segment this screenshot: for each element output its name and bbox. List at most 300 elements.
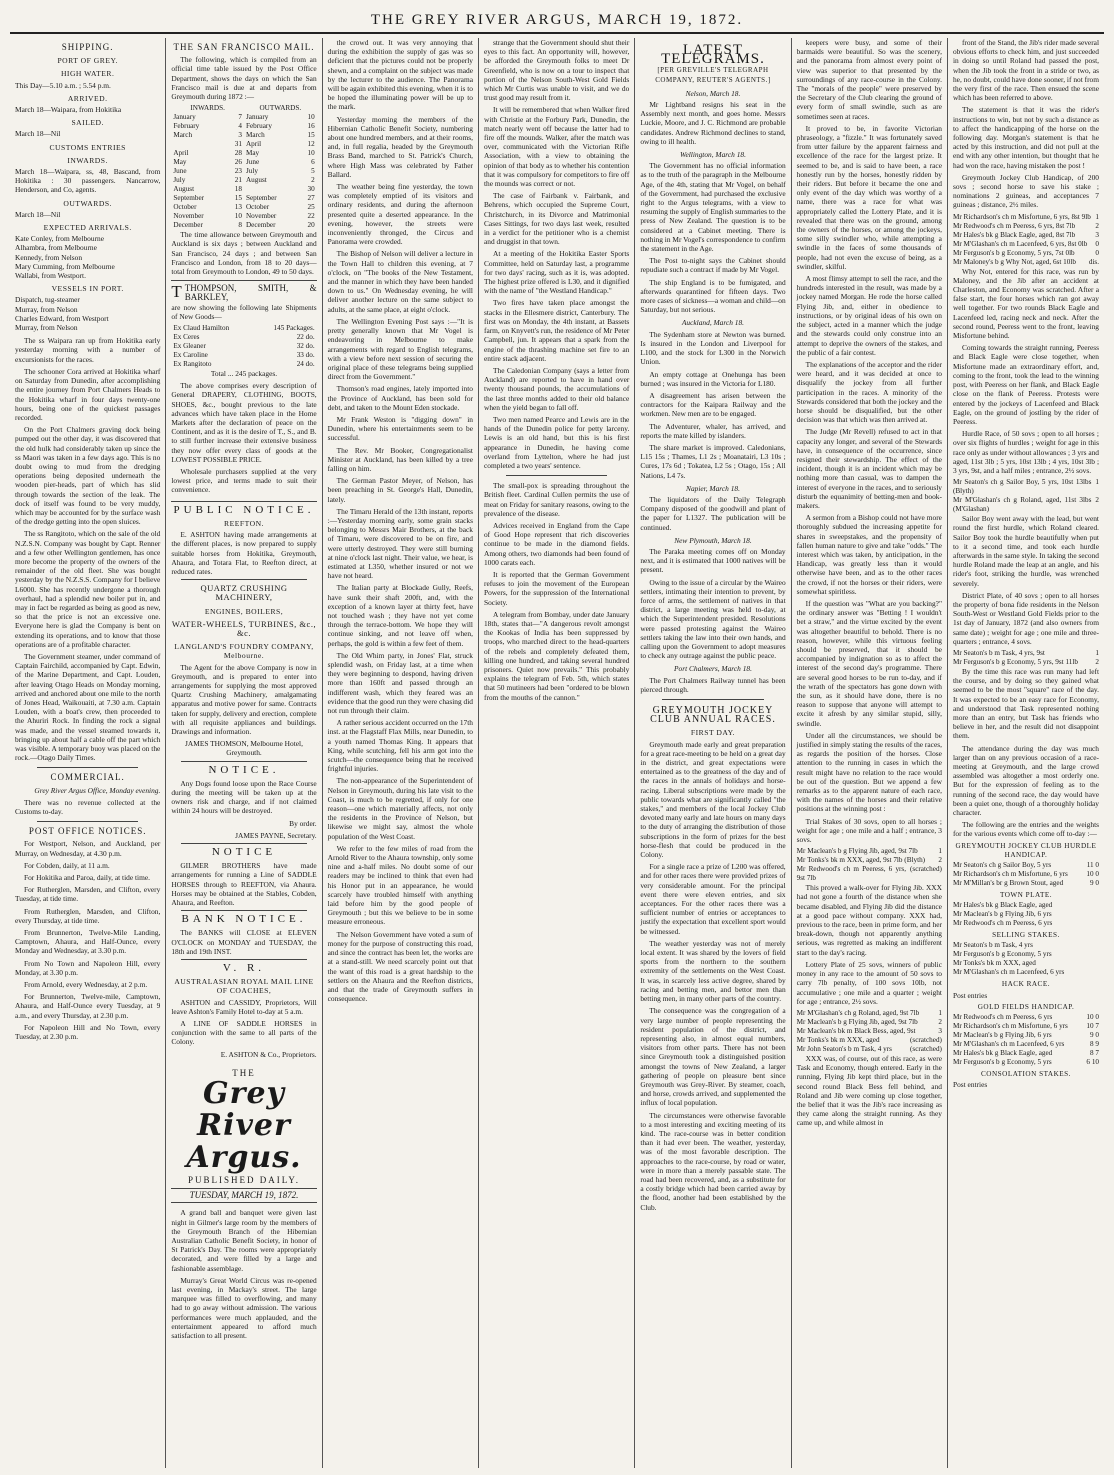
mail-row-cell: 18 bbox=[234, 185, 242, 194]
mail-row-cell: 13 bbox=[234, 203, 242, 212]
mail-row-cell: 15 bbox=[234, 194, 242, 203]
race-entry bbox=[953, 941, 1099, 950]
entry-result: 1 bbox=[1095, 648, 1099, 657]
public-notice-heading: PUBLIC NOTICE. bbox=[173, 503, 315, 516]
telegram-text: Owing to the issue of a circular by the Waireo settlers, intimating their intention to prevent, by force of arms, the settlement of natives in that district, a large meeting was held to-day, at which the Superintendent presided. Resolutions were passed protesting against the Waireo settlers taking the law into their own hands, and calling upon the Government to adopt measures to check any outrage against the public peace. bbox=[640, 577, 786, 661]
hack-heading: HACK RACE. bbox=[1001, 980, 1051, 989]
entry-horse: Mr Tonks's bk m XXX, aged, 9st 7lb (Blyth) bbox=[796, 856, 926, 865]
news-paragraph: strange that the Government should shut their eyes to this fact. An opportunity will, however, be afforded the Greymouth folks to meet Dr Greenfield, who is now on a tour to inspect that portion of the Nelson South-West Gold Fields which Mr Curtis was unable to visit, and we do trust good may result from it. bbox=[483, 38, 630, 103]
entry-horse: Mr M'Millan's br g Brown Stout, aged bbox=[952, 879, 1064, 888]
race-paragraph: The explanations of the acceptor and the rider were heard, and it was decided at once to disqualify the jockey from all further participation in the races. A minority of the Stewards considered that both the jockey and the horse should be disqualified, but the other decision was that which was then arrived at. bbox=[796, 359, 942, 425]
entry-result: 2 bbox=[938, 856, 942, 865]
divider bbox=[181, 761, 306, 762]
news-paragraph: A rather serious accident occurred on the 17th inst. at the Flagstaff Flax Mills, near Dunedin, to a youth named Thomas King. It appears that King, while scutching, fell his arm got into the scutch—the consequence being that he received frightful injuries. bbox=[327, 718, 473, 774]
race-entry bbox=[953, 950, 1099, 959]
race-entry bbox=[953, 861, 1099, 870]
entry-horse: Mr Ferguson's b g Economy, 5 yrs bbox=[952, 950, 1052, 959]
entry-horse: Mr Tonks's bk m XXX, aged bbox=[796, 1035, 880, 1044]
expected-label: EXPECTED ARRIVALS. bbox=[43, 223, 132, 233]
race-paragraph: The attendance during the day was much larger than on any previous occasion of a race-meeting at Greymouth, and the large crowd assembled was altogether a most orderly one. But for the expression of feeling as to the running of the second race, the day would have been a quiet one, though of a thoroughly holiday character. bbox=[952, 743, 1099, 818]
post-item: From Rutherglen, Marsden, and Clifton, every Thursday, at tide time. bbox=[15, 906, 161, 925]
customs-label: CUSTOMS ENTRIES bbox=[49, 142, 126, 152]
entry-horse: Mr Maclean's b g Flying Jib, 6 yrs bbox=[952, 910, 1052, 919]
mail-heading: THE SAN FRANCISCO MAIL. bbox=[173, 42, 315, 52]
entry-result bbox=[1095, 950, 1099, 959]
gold-entries bbox=[953, 1013, 1099, 1067]
lottery-plate: Lottery Plate of 25 sovs, winners of public money in any race to the amount of 50 sovs to carry 7lb penalty, of 100 sovs 10lb, not accumulative ; one mile and a quarter ; weight for age ; entrance, 2½ sovs. bbox=[796, 959, 942, 1006]
race-paragraph: The circumstances were otherwise favorable to a most interesting and exciting meeting of its kind. The race-course was in better condition than it had ever been. The weather, yesterday, was of the most favorable description. The approaches to the race-course, by road or water, were in more than a merely passable state. The road had been recovered, and, as a substitute for a costly bridge which had been carried away by the flood, another had been established by the Club. bbox=[640, 1110, 786, 1212]
entry-result: 10 0 bbox=[1086, 870, 1099, 879]
race-entry bbox=[953, 213, 1099, 222]
race-paragraph: If the question was "What are you backing?" the ordinary answer was "Betting ! I wouldn't bet a straw," and the virtue excited by the event was altogether beautiful to behold. There is no reason, however, while this virtuous feeling should be preserved, that it should be accompanied by indignation so as to affect the interest of the second day's programme. There are several good horses to be run to-day, and if the wrath of the spectators has gone down with the sun, as it should have done, there is no reason to suppose that anyone will attempt to excite it afresh by any similar stupid, silly, swindle. bbox=[796, 598, 942, 728]
race-paragraph: For a single race a prize of L200 was offered, and for other races there were provided prizes of very considerable amount. For the principal event there were eleven entries, and six acceptances. For the other races there was a sufficient number of entries or acceptances to justify the expectation that excellent sport would be witnessed. bbox=[640, 862, 786, 936]
news-paragraph: The Nelson Government have voted a sum of money for the purpose of constructing this road, and since the contract has been let, the works are at a stand-still. We need scarcely point out that the want of this road is a great hardship to the settlers on the Ahaura and the Reefton districts, and that the trade of Greymouth suffers in consequence. bbox=[327, 929, 473, 1004]
entry-result bbox=[1095, 941, 1099, 950]
entry-horse: Mr M'Glashan's ch m Lacenfeed, 6 yrs bbox=[952, 968, 1065, 977]
race-entry bbox=[953, 1058, 1099, 1067]
entry-result: 10 7 bbox=[1086, 1022, 1099, 1031]
mail-col-out: OUTWARDS. bbox=[259, 104, 302, 113]
entry-horse: Mr Redwood's ch m Peeress, 6 yrs, 8st 7lb bbox=[952, 221, 1076, 230]
entry-result: 1 bbox=[1095, 212, 1099, 221]
telegram-text: A disagreement has arisen between the contractors for the Kaipara Railway and the workmen. New men are to be engaged. bbox=[640, 390, 786, 419]
thompson-row bbox=[171, 360, 316, 369]
race-entry bbox=[797, 1027, 942, 1036]
mail-row-cell: December bbox=[173, 221, 203, 230]
race-paragraph: The consequence was the congregation of a very large number of people representing the resident population of the district, and representing also, in almost equal numbers, visitors from other parts. There has not been since Greymouth took a distinguished position amongst the towns of New Zealand, a larger gathering of people on pleasure bent since Greymouth was Grey-River. By steamer, coach, and horse, crowds arrived, and supplemented the influx of local population. bbox=[640, 1006, 786, 1108]
thompson-total: Total ... 245 packages. bbox=[210, 369, 278, 379]
masthead-title: THE GREY RIVER ARGUS, MARCH 19, 1872. bbox=[370, 12, 744, 28]
telegram-place: Auckland, March 18. bbox=[681, 318, 745, 328]
news-paragraph: The Caledonian Company (says a letter from Auckland) are reported to have in hand over twenty thousand pounds, the accumulations of the last three months added to their old balance when the yield began to fall off. bbox=[483, 365, 630, 412]
entry-horse: Mr Redwood's ch m Peeress, 6 yrs bbox=[952, 919, 1053, 928]
entry-result: 11 0 bbox=[1086, 861, 1099, 870]
mail-row-cell bbox=[171, 140, 226, 149]
mail-row-cell: November bbox=[245, 212, 277, 221]
race-paragraph: The following are the entries and the weights for the various events which come off to-day :— bbox=[952, 820, 1099, 839]
mail-row-cell: 7 bbox=[238, 113, 242, 122]
thompson-table bbox=[171, 324, 316, 369]
column-6 bbox=[792, 38, 948, 1468]
race-entry bbox=[953, 1013, 1099, 1022]
entry-result: 9 0 bbox=[1090, 1031, 1099, 1040]
mail-row bbox=[171, 140, 316, 149]
thompson-row bbox=[171, 351, 316, 360]
sailed-label: SAILED. bbox=[71, 118, 104, 128]
race-entry bbox=[953, 249, 1099, 258]
telegram-place: Nelson, March 18. bbox=[685, 88, 741, 98]
commercial-text: There was no revenue collected at the Customs to-day. bbox=[15, 797, 161, 817]
mail-row-cell: 25 bbox=[307, 203, 315, 212]
race-entry bbox=[953, 231, 1099, 240]
coach-line-heading: AUSTRALASIAN ROYAL MAIL LINE OF COACHES, bbox=[174, 977, 314, 996]
mail-row-cell: 21 bbox=[234, 176, 242, 185]
race-entry bbox=[953, 1049, 1099, 1058]
entry-result: 2 bbox=[1095, 496, 1099, 505]
entry-result: 3 bbox=[1095, 230, 1099, 239]
selling-heading: SELLING STAKES. bbox=[992, 931, 1060, 940]
race-entry bbox=[953, 879, 1099, 888]
divider bbox=[181, 910, 306, 911]
entry-result: 2 bbox=[1095, 221, 1099, 230]
mail-row-cell: May bbox=[173, 158, 187, 167]
thompson-row bbox=[171, 342, 316, 351]
mail-row-cell: 4 bbox=[238, 122, 242, 131]
mail-row-cell: 2 bbox=[311, 176, 315, 185]
post-item: For Cobden, daily, at 11 a.m. bbox=[24, 860, 110, 870]
race-entry bbox=[953, 496, 1099, 514]
thompson-row-cell: Ex Ceres bbox=[173, 333, 200, 342]
entry-horse: Mr Seaton's b m Task, 4 yrs, 9st bbox=[952, 648, 1045, 657]
race-paragraph: Coming towards the straight running, Peeress and Black Eagle were close together, when Misfortune made an extraordinary effort, and, coming to the front, took the lead to the winning post, with Peeress on her flank, and Black Eagle close on the flank of Peeress. Protests were entered by the jockeys of Lacenfeed and Black Eagle, on the ground of jostling by the rider of Peeress. bbox=[952, 343, 1099, 426]
shipping-heading: SHIPPING. bbox=[61, 42, 114, 52]
quartz-sub2: WATER-WHEELS, TURBINES, &c., &c. bbox=[171, 618, 317, 638]
entry-horse: Mr Maclean's b g Flying Jib, aged, 9st 7lb bbox=[796, 847, 918, 856]
entry-result: 0 bbox=[1095, 248, 1099, 257]
entry-result: 10 0 bbox=[1086, 1013, 1099, 1022]
mail-row-cell: August bbox=[245, 176, 267, 185]
race-paragraph: front of the Stand, the Jib's rider made several obvious efforts to check him, and just succeeded in doing so until Roland had passed the post, when the Jib took the front in a stride or two, as he, no doubt, could have done sooner, if not from the very first of the race. Then ensued the scene which has been referred to above. bbox=[952, 38, 1099, 103]
news-paragraph: The German Pastor Meyer, of Nelson, has been preaching in St. George's Hall, Dunedin, lately. bbox=[327, 476, 473, 504]
thompson-row bbox=[171, 324, 316, 333]
news-paragraph: Two men named Pearce and Lewis are in the hands of the Dunedin police for petty larceny. Lewis is an old hand, but this is his first appearance in Dunedin, he having come overland from Lyttelton, where he had just completed a two years' sentence. bbox=[483, 414, 630, 470]
expected-item: Alhambra, from Melbourne bbox=[15, 243, 97, 253]
entry-horse: Mr Hales's bk g Black Eagle, aged bbox=[952, 901, 1053, 910]
entry-horse: Mr Seaton's ch g Sailor Boy, 5 yrs, 10st 13lbs (Blyth) bbox=[952, 478, 1092, 496]
mail-row-cell: January bbox=[245, 113, 269, 122]
mail-row bbox=[171, 131, 316, 140]
entry-horse: Mr Seaton's ch g Sailor Boy, 5 yrs bbox=[952, 861, 1052, 870]
mail-note: The time allowance between Greymouth and Auckland is six days ; between Auckland and San Francisco, 24 days ; and between San Francisco and London, from 18 to 20 days—total from Greymouth to London, 49 to 50 days. bbox=[171, 230, 317, 277]
trial-entries bbox=[797, 847, 942, 883]
hurdle2-entries bbox=[953, 861, 1099, 888]
news-paragraph: The case of Fairbank v. Fairbank, and Behrens, which occupied the Supreme Court, Christchurch, in its Divorce and Matrimonial Cases Sittings, for two days last week, resulted in a verdict for the petitioner who is a chemist and druggist in that town. bbox=[483, 191, 630, 247]
race-entry bbox=[953, 258, 1099, 267]
race-paragraph: The statement is that it was the rider's instructions to win, but not by such a distance as to affect the handicapping of the horse on the following day. Morgan's statement is that he acted by this instruction, and did not pull at the end with any other intention, but thought that he had won the race, having mistaken the post ! bbox=[952, 105, 1099, 170]
mail-row-cell: 26 bbox=[234, 158, 242, 167]
mail-row-cell: May bbox=[245, 149, 260, 158]
entry-horse: Mr Maclean's bk m Black Bess, aged, 9st bbox=[796, 1026, 916, 1035]
telegram-text: The Port Chalmers Railway tunnel has been pierced through. bbox=[640, 675, 786, 694]
handicap-race: Greymouth Jockey Club Handicap, of 200 sovs ; second horse to save his stake ; nominations 2 guineas, and acceptances 7 guineas ; distance, 2½ miles. bbox=[952, 172, 1099, 210]
entry-result: dis. bbox=[1088, 257, 1099, 266]
published-daily: PUBLISHED DAILY. bbox=[188, 1175, 300, 1186]
entry-result: (scratched) bbox=[910, 865, 942, 874]
entry-result: 2 bbox=[1095, 657, 1099, 666]
mail-row-cell: July bbox=[245, 167, 258, 176]
columns bbox=[10, 38, 1104, 1468]
race-entry bbox=[953, 649, 1099, 658]
thompson-body2: Wholesale purchasers supplied at the very lowest price, and terms made to suit their convenience. bbox=[171, 467, 317, 495]
race-paragraph: It proved to be, in favorite Victorian phraseology, a "fizzle." It was fortunately saved from utter failure by the apparent fairness and excellence of the race for the largest prize. It seemed to be, and is said to have been, a race honestly run by the horses, honestly ridden by their riders. But before it became the one and only event of the day which was worthy of a name, there was a race for what was appropriately called the Lottery Plate, and it is revealed that there was on the ground, among the owners of the horses, or among the jockeys, some silly swindler who, while attempting a swindle in the faces of some thousands of people, had not even the excuse of being, as a swindler, skilful. bbox=[796, 123, 942, 271]
thompson-heading bbox=[171, 284, 316, 302]
post-item: For Brunnerton, Twelve-mile, Camptown, Ahaura, and Half-Ounce every Tuesday, at 9 a.m., and every Thursday, at 2.30 p.m. bbox=[15, 992, 161, 1020]
entry-horse: Mr Hales's bk g Black Eagle, aged, 8st 7lb bbox=[952, 230, 1076, 239]
high-water-label: HIGH WATER. bbox=[60, 69, 115, 79]
thompson-row-cell: Ex Caroline bbox=[173, 351, 208, 360]
post-item: For Westport, Nelson, and Auckland, per Murray, on Wednesday, at 4.30 p.m. bbox=[15, 839, 161, 858]
notice2-heading: NOTICE bbox=[211, 845, 277, 858]
entry-result: 3 bbox=[938, 1026, 942, 1035]
news-paragraph: Mr Frank Weston is "digging down" in Dunedin, where his entertainments seem to be successful. bbox=[327, 414, 473, 443]
vessels-label: VESSELS IN PORT. bbox=[51, 284, 124, 294]
race-entry bbox=[953, 968, 1099, 977]
mail-row-cell: July bbox=[173, 176, 186, 185]
post-item: From Arnold, every Wednesday, at 2 p.m. bbox=[24, 980, 148, 990]
mail-row-cell: March bbox=[173, 131, 193, 140]
port-heading: PORT OF GREY. bbox=[57, 56, 118, 66]
race-entry bbox=[797, 1018, 942, 1027]
mail-row-cell: 31 bbox=[234, 140, 242, 149]
race-paragraph: Under all the circumstances, we should be justified in simply stating the results of the races, as regards the position of the horses. Close attention to the running in cases in which the result might have no relation to the race would be out of the question. But we append a few remarks as to the apparent nature of each race, with the names of the horses and their relative positions at the winning post : bbox=[796, 730, 942, 814]
mail-row-cell: 10 bbox=[234, 212, 242, 221]
mail-row-cell: March bbox=[245, 131, 265, 140]
expected-item: Wallabi, from Westport. bbox=[15, 271, 86, 281]
mail-row-cell: 27 bbox=[307, 194, 315, 203]
race-entry bbox=[953, 658, 1099, 667]
mail-row-cell: 23 bbox=[234, 167, 242, 176]
mail-row-cell: 22 bbox=[307, 212, 315, 221]
race-entry bbox=[953, 1022, 1099, 1031]
race-paragraph: Greymouth made early and great preparation for a great race-meeting to be held on a great day in the district, and great expectations were entertained as to the greatness of the day and of the races in the annals of holidays and horse-racing. Liberal subscriptions were made by the public towards what are significantly called "the stakes," and members of the local Jockey Club devoted many early and late hours on many days to the duty of arranging the distribution of those subscriptions in the form of prizes for the best horse-flesh that could be produced in the Colony. bbox=[640, 739, 786, 860]
town-plate-heading: TOWN PLATE. bbox=[999, 891, 1053, 900]
race-entry bbox=[953, 901, 1099, 910]
bank-heading: BANK NOTICE. bbox=[181, 913, 307, 926]
mail-row-cell: 10 bbox=[307, 149, 315, 158]
mail-row-cell: 12 bbox=[307, 140, 315, 149]
entry-result bbox=[1095, 910, 1099, 919]
saddle-sign: E. ASHTON & Co., Proprietors. bbox=[220, 1049, 317, 1059]
notice1-heading: NOTICE. bbox=[208, 763, 280, 776]
issue-date: TUESDAY, MARCH 19, 1872. bbox=[171, 1188, 316, 1203]
entry-horse: Mr Hales's bk g Black Eagle, aged bbox=[952, 1049, 1053, 1058]
telegram-text: The liquidators of the Daily Telegraph Company disposed of the goodwill and plant of the paper for L1327. The publication will be continued. bbox=[640, 494, 786, 532]
thompson-row bbox=[171, 333, 316, 342]
entry-result: (scratched) bbox=[910, 1035, 942, 1044]
race-entry bbox=[953, 222, 1099, 231]
foundry-sign: JAMES THOMSON, Melbourne Hotel, Greymouth. bbox=[185, 739, 303, 758]
sailed: March 18—Nil bbox=[15, 129, 61, 139]
mail-row-cell: 28 bbox=[234, 149, 242, 158]
race-entry bbox=[953, 240, 1099, 249]
column-1 bbox=[10, 38, 166, 1468]
news-paragraph: At a meeting of the Hokitika Easter Sports Committee, held on Saturday last, a programme for two days' racing, such as it is, was adopted. The highest prize offered is L30, and it dignified with the name of "the Westland Handicap." bbox=[483, 249, 630, 296]
mail-row bbox=[171, 212, 316, 221]
hurdle2-heading: GREYMOUTH JOCKEY CLUB HURDLE HANDICAP. bbox=[955, 841, 1097, 859]
race-paragraph: By the time this race was run many had left the course, and by doing so they gained what seemed to be the most "square" race of the day. It was expected to be an easy race for Economy, and understood that Task represented nothing more than an entry, but Task has friends who believe in her, and the result did not disappoint them. bbox=[952, 666, 1099, 741]
divider bbox=[181, 959, 306, 960]
selling-entries bbox=[953, 941, 1099, 977]
race-entry bbox=[953, 1040, 1099, 1049]
mail-row-cell: 10 bbox=[307, 113, 315, 122]
entry-horse: Mr Richardson's ch m Misfortune, 6 yrs, 8st 9lb bbox=[952, 212, 1091, 221]
vr-mark: V. R. bbox=[222, 962, 266, 975]
race-entry bbox=[797, 847, 942, 856]
news-paragraph: Thomson's road engines, lately imported into the Province of Auckland, has been sold for debt, and taken to the Mount Eden stockade. bbox=[327, 384, 473, 412]
consolation-heading: CONSOLATION STAKES. bbox=[980, 1070, 1071, 1079]
telegram-place: Port Chalmers, March 18. bbox=[674, 664, 752, 674]
divider bbox=[37, 821, 138, 822]
thompson-row-cell: 33 do. bbox=[296, 351, 315, 360]
mail-row-cell: August bbox=[173, 185, 195, 194]
mail-row-cell: October bbox=[245, 203, 270, 212]
mail-row-cell bbox=[244, 185, 299, 194]
race-entry bbox=[953, 870, 1099, 879]
entry-horse: Mr M'Glashan's ch g Roland, aged, 11st 3lbs (M'Glashan) bbox=[952, 496, 1092, 514]
entry-horse: Mr Maclean's b g Flying Jib, aged, 9st 7lb bbox=[796, 1017, 918, 1026]
news-paragraph: We refer to the few miles of road from the Arnold River to the Ahaura township, only some nine and a-half miles. No doubt some of our readers may be inclined to think that even had his Honor put in an appearance, he would scarcely have troubled himself with anything laid before him by the good people of Greymouth ; but this we believe to be in some measure erroneous. bbox=[327, 843, 473, 927]
news-paragraph: The Italian party at Blockade Gully, Reefs, have sunk their shaft 200ft, and, with the exception of a known layer at thirty feet, have not touched wash ; they have not yet come through the terrace-bottom. We hope they will continue sinking, and not leave off when, perhaps, the gold is within a few feet of them. bbox=[327, 583, 473, 648]
entry-horse: Mr Maloney's b g Why Not, aged, 6st 10lb bbox=[952, 257, 1076, 266]
column-4 bbox=[479, 38, 635, 1468]
telegrams-heading: LATEST TELEGRAMS. bbox=[661, 42, 765, 68]
race-paragraph: XXX was, of course, out of this race, as were Task and Economy, though entered. Early in the running, Flying Jib kept third place, but in the second round Black Bess fell behind, and Roland and Jib were coming up close together, the belief that it was the Jib's race increasing as they came along the straight running. As they came up, and while almost in bbox=[796, 1053, 942, 1128]
entry-horse: Mr Ferguson's b g Economy, 5 yrs, 7st 0lb bbox=[952, 248, 1075, 257]
divider bbox=[181, 579, 306, 580]
mail-row-cell: June bbox=[173, 167, 187, 176]
entry-result: 2 bbox=[938, 1017, 942, 1026]
entry-result: 1 bbox=[938, 847, 942, 856]
foundry-name: LANGLAND'S FOUNDRY COMPANY, Melbourne. bbox=[174, 642, 314, 661]
entry-horse: Mr M'Glashan's ch m Lacenfeed, 6 yrs, 8st 0lb bbox=[952, 239, 1088, 248]
bank-body: The BANKS will CLOSE at ELEVEN O'CLOCK on MONDAY and TUESDAY, the 18th and 19th INST. bbox=[171, 928, 317, 956]
race-entry bbox=[953, 959, 1099, 968]
mail-row bbox=[171, 113, 316, 122]
thompson-row-cell: 32 do. bbox=[296, 342, 315, 351]
race-entry bbox=[953, 919, 1099, 928]
mail-row-cell: April bbox=[245, 140, 262, 149]
mail-table bbox=[171, 104, 316, 230]
entry-result: 8 9 bbox=[1090, 1040, 1099, 1049]
entry-horse: Mr Maclean's b g Flying Jib, 6 yrs bbox=[952, 1031, 1052, 1040]
column-3 bbox=[323, 38, 479, 1468]
expected-item: Kate Conley, from Melbourne bbox=[15, 234, 105, 244]
news-paragraph: The Wellington Evening Post says :—"It is pretty generally known that Mr Vogel is endeavoring in Melbourne to make arrangements with regard to English telegrams, with a view before next session of securing the original place of these telegrams being supplied direct from the Government." bbox=[327, 316, 473, 382]
mail-row-cell: December bbox=[245, 221, 276, 230]
mail-intro: The following, which is compiled from an official time table issued by the Post Office Department, shows the days on which the San Francisco mail is due at and departs from Greymouth during 1872 :— bbox=[171, 55, 317, 102]
mail-row-cell: September bbox=[173, 194, 205, 203]
vessel-item: Murray, from Nelson bbox=[15, 323, 78, 333]
news-paragraph: A telegram from Bombay, under date January 18th, states that—"A dangerous revolt amongst the Kookas of India has been suppressed by troops, who marched direct to the head-quarters of the rebels and completely defeated them, killing one hundred, and taking several hundred prisoners. Quiet now prevails." This probably explains the telegram of Feb. 5th, which states that 50 mutineers had been "ordered to be blown from the mouths of the cannon." bbox=[483, 609, 630, 702]
entry-result: 8 7 bbox=[1090, 1049, 1099, 1058]
race-entry bbox=[953, 478, 1099, 496]
mail-col-in: INWARDS. bbox=[190, 104, 225, 113]
inwards: March 18—Waipara, ss, 48, Bascand, from Hokitika : 30 passengers. Nancarrow, Henderson, and Co, agents. bbox=[15, 167, 161, 195]
race-entry bbox=[797, 856, 942, 865]
lottery-entries bbox=[797, 1009, 942, 1054]
notice1-body: Any Dogs found loose upon the Race Course during the meeting will be taken up at the owners risk and charge, and if not claimed within 24 hours will be destroyed. bbox=[171, 778, 317, 816]
thompson-row-cell: 24 do. bbox=[296, 360, 315, 369]
entry-horse: Mr Tonks's bk m XXX, aged bbox=[952, 959, 1036, 968]
telegram-text: The Sydenham store at Newton was burned. Is insured in the London and Liverpool for L100, and the stock for L300 in the Norwich Union. bbox=[640, 329, 786, 367]
mail-row bbox=[171, 176, 316, 185]
mail-row bbox=[171, 167, 316, 176]
news-paragraph: The small-pox is spreading throughout the British fleet. Cardinal Cullen permits the use of meat on Friday for sanitary reasons, owing to the prevalence of the disease. bbox=[483, 481, 630, 518]
public-notice-place: REEFTON. bbox=[224, 518, 264, 528]
news-paragraph: The Timaru Herald of the 13th instant, reports :—Yesterday morning early, some grain stacks belonging to Messrs Mair Brothers, at the back of Timaru, were discovered to be on fire, and were utterly destroyed. They were still burning at nine o'clock last night. Their value, we hear, is estimated at L350, whether insured or not we have not heard. bbox=[327, 506, 473, 581]
drop-cap: T bbox=[171, 282, 182, 302]
public-notice-body: E. ASHTON having made arrangements at the different places, is now prepared to supply suitable horses from Hokitika, Greymouth, Ahaura, and Totara Flat, to Reefton direct, at reduced rates. bbox=[171, 530, 317, 576]
entry-horse: Mr Richardson's ch m Misfortune, 6 yrs bbox=[952, 1022, 1068, 1031]
masthead bbox=[10, 0, 1104, 34]
mail-row bbox=[171, 185, 316, 194]
thompson-intro: are now showing the following late Shipments of New Goods— bbox=[171, 302, 317, 321]
entry-result bbox=[1095, 919, 1099, 928]
gold-heading: GOLD FIELDS HANDICAP. bbox=[977, 1002, 1075, 1011]
news-paragraph: The Bishop of Nelson will deliver a lecture in the Town Hall to children this evening, at 7 o'clock, on "The books of the New Testament, and the manner in which they have been handed down to us." On Wednesday evening, he will deliver another lecture on the same subject to adults, at the same place, at eight o'clock. bbox=[327, 249, 473, 314]
column-5 bbox=[635, 38, 791, 1468]
mail-row-cell: April bbox=[173, 149, 189, 158]
news-paragraph: It is reported that the German Government refuses to join the movement of the European Powers, for the suppression of the International Society. bbox=[483, 569, 630, 607]
column-7 bbox=[948, 38, 1104, 1468]
entry-result: (scratched) bbox=[910, 1044, 942, 1053]
entry-horse: Mr Ferguson's b g Economy, 5 yrs, 9st 11lb bbox=[952, 657, 1078, 666]
saddle-text: A LINE OF SADDLE HORSES in conjunction with the same to all parts of the Colony. bbox=[171, 1019, 317, 1047]
race-entry bbox=[953, 1031, 1099, 1040]
telegram-text: The Paraka meeting comes off on Monday next, and it is estimated that 1000 natives will be present. bbox=[640, 546, 786, 575]
divider bbox=[662, 699, 763, 700]
leader-paragraph: A grand ball and banquet were given last night in Gilmer's large room by the members of the Greymouth Branch of the Hibernian Australian Catholic Benefit Society, in honor of St Patrick's Day. The rooms were appropriately decorated, and were filled by a large and fashionable assemblage. bbox=[171, 1208, 317, 1273]
entry-horse: Mr M'Glashan's ch g Roland, aged, 9st 7lb bbox=[796, 1008, 920, 1017]
news-paragraph: Two fires have taken place amongst the stacks in the Ellesmere district, Canterbury. The first was on Monday, the 4th instant, at Bassets farm, on Knyvett's run, the residence of Mr Peter Campbell, jun. It appears that a spark from the engine of the thrashing machine set fire to an entire stack adjacent. bbox=[483, 298, 630, 363]
leader-paragraph: Murray's Great World Circus was re-opened last evening, in Mackay's street. The large marquee was filled to overflowing, and many had to go away without admission. The various performances were much applauded, and the entertainment appeared to afford much satisfaction to all present. bbox=[171, 1275, 317, 1341]
entry-horse: Mr Ferguson's b g Economy, 5 yrs bbox=[952, 1058, 1052, 1067]
mail-row-cell: 15 bbox=[307, 131, 315, 140]
mail-row-cell: October bbox=[173, 203, 197, 212]
high-water: This Day—5.10 a.m. ; 5.54 p.m. bbox=[15, 80, 111, 90]
race-entry bbox=[953, 910, 1099, 919]
logo-title: Grey River Argus. bbox=[186, 1076, 302, 1176]
shipping-paragraph: On the Port Chalmers graving dock being pumped out the other day, it was discovered that the old hulk had considerably taken up since the ss Maori was taken in a few days ago. This is no doubt owing to mud from the dredging operations being deposited underneath the wooden pier-heads, part of which has slid through towards the section of the leak. The dock of itself was found to be very muddy, which may be accounted for by the surface wash of the dredge getting into the open sluices. bbox=[15, 425, 161, 527]
mail-row-cell: 30 bbox=[307, 185, 315, 194]
news-paragraph: Yesterday morning the members of the Hibernian Catholic Benefit Society, numbering about one hundred members, and at their rooms, and, in full regalia, headed by the Greymouth Brass Band, marched to St. Patrick's Church, where High Mass was celebrated by Father Ballard. bbox=[327, 114, 473, 179]
trial-stakes: Trial Stakes of 30 sovs, open to all horses ; weight for age ; one mile and a half ; entrance, 3 sovs. bbox=[796, 816, 942, 845]
shipping-paragraph: The schooner Cora arrived at Hokitika wharf on Saturday from Dunedin, after accomplishing the entire journey from Port Chalmers Heads to the Hokitika wharf in four days twenty-one hours, being one of the quickest passages recorded. bbox=[15, 366, 161, 422]
arrived-label: ARRIVED. bbox=[67, 93, 108, 103]
mail-row bbox=[171, 122, 316, 131]
hurdle-entries bbox=[953, 478, 1099, 514]
mail-row-cell: 20 bbox=[307, 221, 315, 230]
race-paragraph: A most flimsy attempt to sell the race, and the hundreds interested in the result, was made by a jockey named Morgan. He rode the horse called Flying Jib, and, either in obedience to instructions, or by original ideas of his own on the subject, acted in a manner which the judge and the stewards could only construe into an attempt to deprive the owners of the stakes, and the public of a fair contest. bbox=[796, 274, 942, 357]
first-day-heading: FIRST DAY. bbox=[690, 728, 736, 738]
telegram-text: The Post to-night says the Cabinet should repudiate such a contract if made by Mr Vogel. bbox=[640, 256, 786, 275]
entry-result bbox=[1095, 959, 1099, 968]
mail-row bbox=[171, 221, 316, 230]
district-entries bbox=[953, 649, 1099, 667]
race-paragraph: Sailor Boy went away with the lead, but went round the first hurdle, which Roland cleared. Sailor Boy took the hurdle beautifully when put to it a second time, and took each hurdle afterwards in the same style. In taking the second hurdle Roland made the leap at an angle, and his rider's foot, striking the hurdle, was wrenched severely. bbox=[952, 514, 1099, 588]
news-paragraph: The Rev. Mr Booker, Congregationalist Minister at Auckland, has been killed by a tree falling on him. bbox=[327, 445, 473, 473]
notice2-body: GILMER BROTHERS have made arrangements for running a Line of SADDLE HORSES through to REEFTON, via Ahaura. Horses may be obtained at the Stables, Cobden, Ahaura, and Reefton. bbox=[171, 861, 317, 907]
mail-row bbox=[171, 203, 316, 212]
notice1-sign: JAMES PAYNE, Secretary. bbox=[235, 830, 317, 840]
telegram-list bbox=[640, 89, 785, 694]
commercial-office: Grey River Argus Office, Monday evening. bbox=[34, 785, 161, 795]
entry-result: 0 bbox=[1095, 239, 1099, 248]
thompson-row-cell: Ex Claud Hamilton bbox=[173, 324, 230, 333]
outwards-label: OUTWARDS. bbox=[63, 198, 112, 208]
news-paragraph: the crowd out. It was very annoying that during the exhibition the supply of gas was so deficient that the pictures could not be properly shewn, and a complaint on the subject was made by the lecturer to the audience. The Panorama will be again exhibited this evening, when it is to be hoped the illuminating power will be up to the mark. bbox=[327, 38, 473, 112]
post-item: From Brunnerton, Twelve-Mile Landing, Camptown, Ahaura, and Half-Ounce, every Monday and Wednesday, at 3.30 p.m. bbox=[15, 928, 161, 956]
vessel-item: Dispatch, tug-steamer bbox=[15, 295, 80, 305]
race-paragraph: The weather yesterday was not of merely local extent. It was shared by the lovers of field sports from the northern to the southern extremity of the settlements on the West Coast. It was, in scarcely less active degree, shared by racing and betting men, and bettor men than betting men, in many other parts of the country. bbox=[640, 938, 786, 1004]
divider bbox=[37, 767, 138, 768]
expected-item: Mary Cumming, from Melbourne bbox=[15, 261, 115, 271]
post-item: For Napoleon Hill and No Town, every Tuesday, at 2.30 p.m. bbox=[15, 1022, 161, 1042]
news-paragraph: The weather being fine yesterday, the town was completely emptied of its visitors and ordinary residents, and during the afternoon presented quite a deserted appearance. In the evening, however, the streets were inconveniently thronged, the Circus and Panorama were crowded. bbox=[327, 182, 473, 247]
post-item: For Rutherglen, Marsden, and Clifton, every Tuesday, at tide time. bbox=[15, 885, 161, 904]
race-paragraph: The Judge (Mr Revell) refused to act in that capacity any longer, and several of the Stewards have, in consequence of the occurrence, since resigned their stewardship. The effect of the incident, though it is an incident which may be nothing more than casual, was to dampen the interest of everyone in the races, and to seriously disturb the equanimity of betting-men and book-makers. bbox=[796, 427, 942, 510]
news-paragraph: The non-appearance of the Superintendent of Nelson in Greymouth, during his late visit to the Coast, is much to be regretted, if only for one reason—one which materially affects, not only the residents in the Province of Nelson, but likewise we might say, almost the whole population of the West Coast. bbox=[327, 776, 473, 841]
